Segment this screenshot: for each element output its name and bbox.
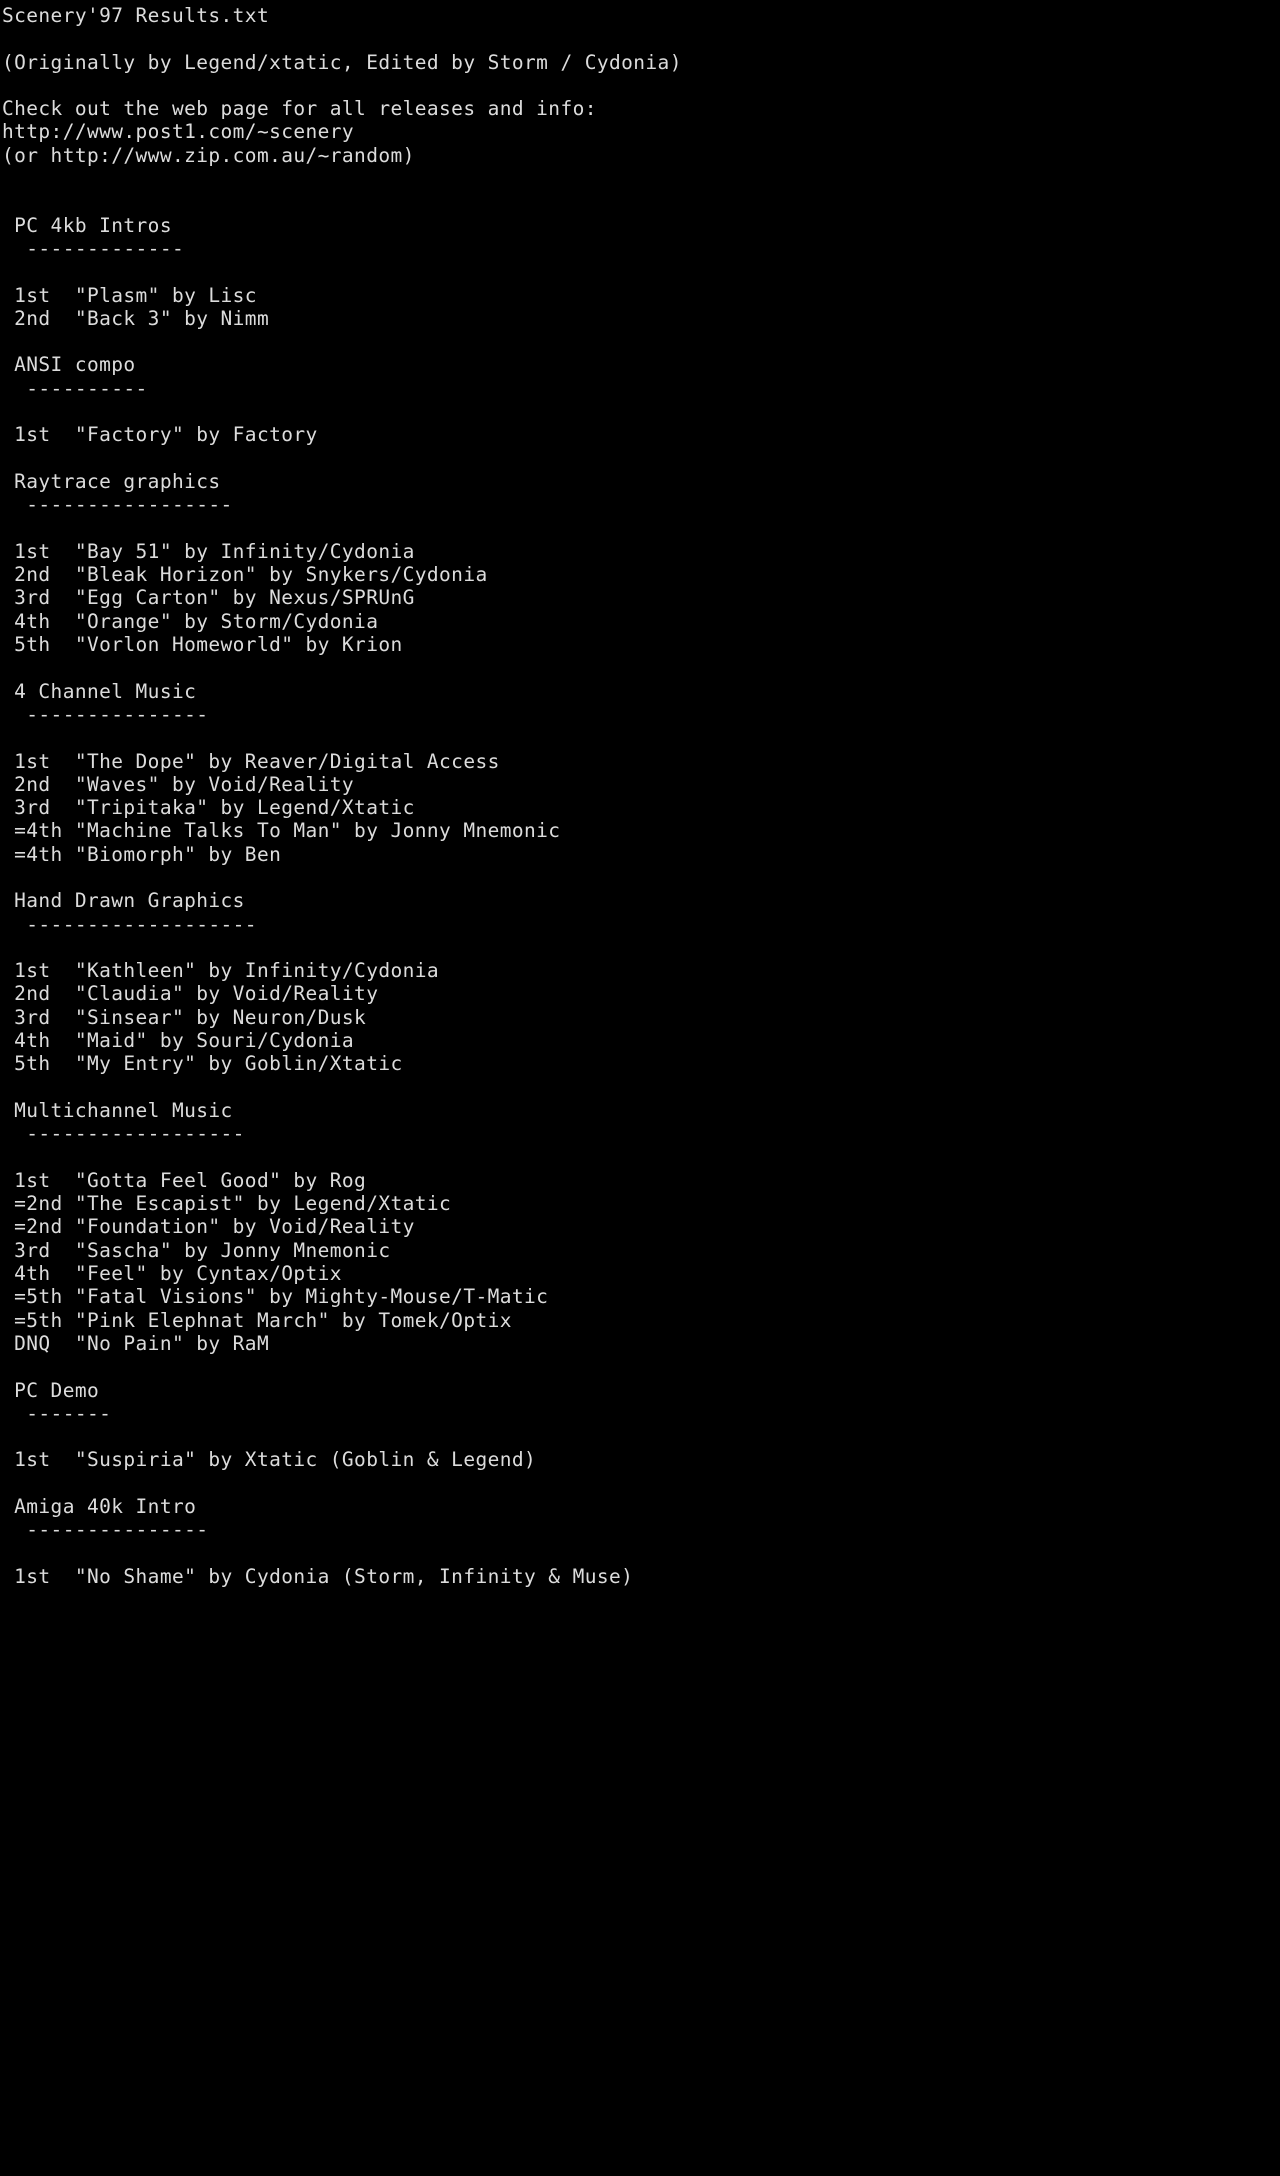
text-line: (or http://www.zip.com.au/~random) [2,143,415,167]
text-line: 4 Channel Music [2,679,197,703]
text-line: 2nd "Waves" by Void/Reality [2,772,355,796]
blank-line [2,400,1280,423]
text-line: 2nd "Claudia" by Void/Reality [2,982,379,1006]
blank-line [2,74,1280,97]
text-line: DNQ "No Pain" by RaM [2,1331,270,1355]
text-line: 1st "Suspiria" by Xtatic (Goblin & Legend) [2,1448,537,1472]
text-line: 3rd "Sinsear" by Neuron/Dusk [2,1005,367,1029]
text-line: 4th "Feel" by Cyntax/Optix [2,1262,342,1286]
text-line: Multichannel Music [2,1098,233,1122]
blank-line [2,190,1280,213]
blank-line [2,447,1280,470]
blank-line [2,1542,1280,1565]
text-line: 5th "Vorlon Homeworld" by Krion [2,633,403,657]
blank-line [2,936,1280,959]
text-line: ------------------ [2,1122,245,1146]
text-line: 3rd "Egg Carton" by Nexus/SPRUnG [2,586,415,610]
text-line: http://www.post1.com/~scenery [2,120,355,144]
text-line: 1st "Bay 51" by Infinity/Cydonia [2,539,415,563]
blank-line [2,866,1280,889]
text-line: =2nd "The Escapist" by Legend/Xtatic [2,1192,452,1216]
text-line: PC Demo [2,1378,100,1402]
text-line: ANSI compo [2,353,136,377]
text-line: Scenery'97 Results.txt [2,4,270,27]
blank-line [2,517,1280,540]
text-line: 3rd "Tripitaka" by Legend/Xtatic [2,796,415,820]
blank-line [2,167,1280,190]
text-line: Raytrace graphics [2,469,221,493]
text-line: Hand Drawn Graphics [2,889,245,913]
text-line: =5th "Fatal Visions" by Mighty-Mouse/T-Matic [2,1285,549,1309]
text-line: =4th "Machine Talks To Man" by Jonny Mnemonic [2,819,561,843]
text-line: 3rd "Sascha" by Jonny Mnemonic [2,1238,391,1262]
text-line: --------------- [2,702,209,726]
text-line: 1st "Kathleen" by Infinity/Cydonia [2,959,440,983]
text-line: ------------------- [2,912,257,936]
text-line: =2nd "Foundation" by Void/Reality [2,1215,415,1239]
text-line: =5th "Pink Elephnat March" by Tomek/Optix [2,1308,512,1332]
text-line: 1st "Factory" by Factory [2,423,318,447]
blank-line [2,1076,1280,1099]
text-line: 4th "Orange" by Storm/Cydonia [2,609,379,633]
text-line: 1st "The Dope" by Reaver/Digital Access [2,749,500,773]
blank-line [2,27,1280,50]
text-line: 2nd "Bleak Horizon" by Snykers/Cydonia [2,563,488,587]
text-line: --------------- [2,1518,209,1542]
blank-line [2,1472,1280,1495]
text-line: Check out the web page for all releases and info: [2,97,597,121]
text-line: ------------- [2,236,185,260]
blank-line [2,656,1280,679]
text-line: (Originally by Legend/xtatic, Edited by Storm / Cydonia) [2,50,682,74]
text-line: 1st "Gotta Feel Good" by Rog [2,1168,367,1192]
text-line: ---------- [2,376,148,400]
text-line: 1st "Plasm" by Lisc [2,283,257,307]
text-line: ------- [2,1401,112,1425]
blank-line [2,1425,1280,1448]
text-line: Amiga 40k Intro [2,1495,197,1518]
blank-line [2,330,1280,353]
text-line: 1st "No Shame" by Cydonia (Storm, Infinity & Muse) [2,1564,634,1588]
blank-line [2,1146,1280,1169]
blank-line [2,260,1280,283]
text-line: PC 4kb Intros [2,213,172,237]
text-line: 4th "Maid" by Souri/Cydonia [2,1029,355,1053]
text-line: 5th "My Entry" by Goblin/Xtatic [2,1052,403,1076]
blank-line [2,1355,1280,1378]
text-line: ----------------- [2,493,233,517]
text-line: 2nd "Back 3" by Nimm [2,306,270,330]
blank-line [2,726,1280,749]
text-line: =4th "Biomorph" by Ben [2,842,282,866]
